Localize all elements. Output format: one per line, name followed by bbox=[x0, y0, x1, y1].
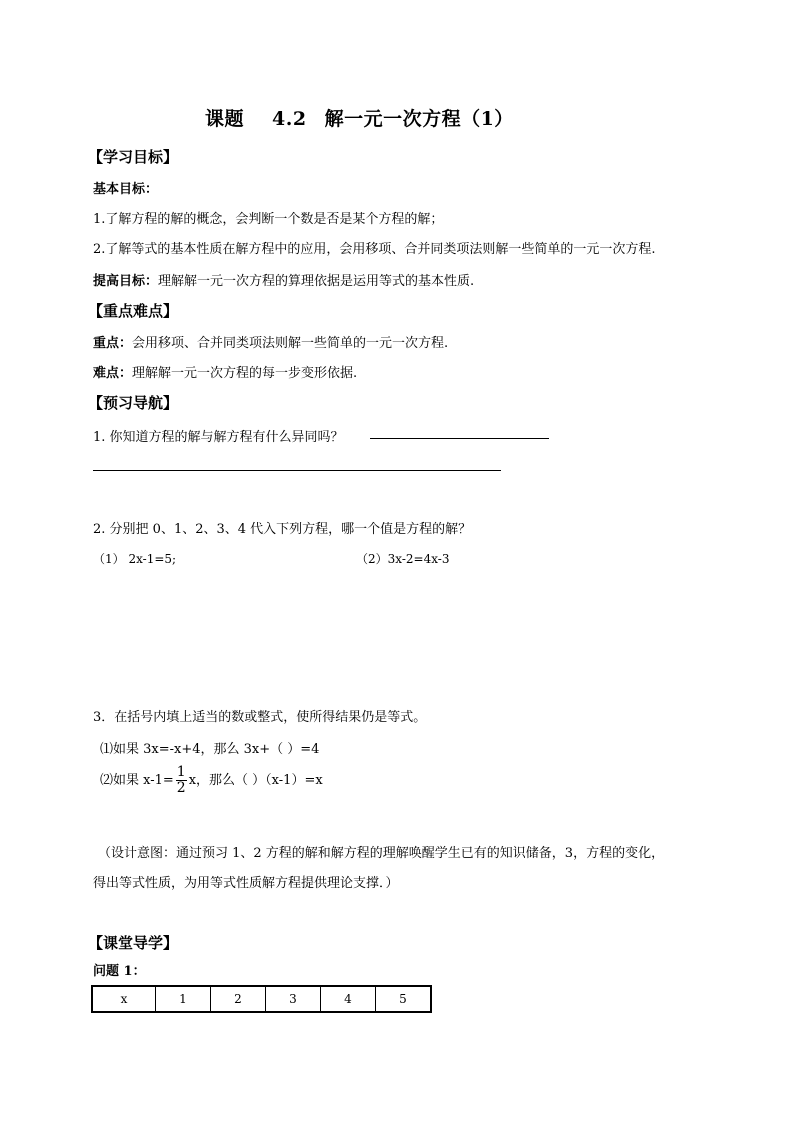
goals-header: 【学习目标】 bbox=[88, 148, 179, 166]
title-prefix: 课题 bbox=[205, 108, 245, 130]
question-2-equation-b: （2）3x-2=4x-3 bbox=[356, 552, 450, 566]
class-guide-header: 【课堂导学】 bbox=[88, 934, 179, 952]
problem-1-label: 问题 1： bbox=[93, 964, 146, 979]
q3-2-post: x，那么（ ）（x-1）=x bbox=[188, 773, 323, 788]
difficult-label: 难点： bbox=[93, 366, 133, 381]
design-intent-line-2: 得出等式性质，为用等式性质解方程提供理论支撑．） bbox=[93, 876, 399, 891]
answer-line-2 bbox=[93, 470, 501, 471]
question-2-equation-a: （1） 2x-1=5; bbox=[93, 552, 177, 566]
basic-goal-1: 1.了解方程的解的概念，会判断一个数是否是某个方程的解； bbox=[93, 212, 444, 227]
advanced-goal bbox=[93, 270, 474, 289]
question-1: 1. 你知道方程的解与解方程有什么异同吗？ bbox=[93, 430, 344, 445]
table-cell: 1 bbox=[156, 986, 211, 1012]
value-table bbox=[91, 985, 432, 1013]
fraction-numerator: 1 bbox=[176, 764, 186, 780]
question-3: 3．在括号内填上适当的数或整式，使所得结果仍是等式。 bbox=[93, 710, 427, 725]
key-text: 会用移项、合并同类项法则解一些简单的一元一次方程. bbox=[132, 336, 449, 351]
difficult-point bbox=[93, 362, 357, 381]
design-intent-line-1: （设计意图：通过预习 1、2 方程的解和解方程的理解唤醒学生已有的知识储备，3，方程的变化， bbox=[98, 846, 665, 861]
difficult-text: 理解解一元一次方程的每一步变形依据. bbox=[132, 366, 358, 381]
table-row bbox=[92, 986, 431, 1012]
page-title bbox=[205, 104, 514, 131]
title-name: 解一元一次方程（1） bbox=[324, 108, 514, 130]
key-label: 重点： bbox=[93, 336, 133, 351]
table-cell-header: x bbox=[92, 986, 156, 1012]
preview-header: 【预习导航】 bbox=[88, 394, 179, 412]
basic-goal-2: 2.了解等式的基本性质在解方程中的应用，会用移项、合并同类项法则解一些简单的一元一次方程. bbox=[93, 242, 656, 257]
advanced-goal-label: 提高目标： bbox=[93, 274, 159, 289]
table-cell: 3 bbox=[266, 986, 321, 1012]
key-point bbox=[93, 332, 448, 351]
fraction-denominator: 2 bbox=[176, 780, 186, 796]
basic-goal-label: 基本目标： bbox=[93, 182, 159, 197]
table-cell: 4 bbox=[321, 986, 376, 1012]
fraction-one-half bbox=[176, 765, 187, 796]
question-2: 2. 分别把 0、1、2、3、4 代入下列方程，哪一个值是方程的解？ bbox=[93, 522, 472, 537]
title-number: 4.2 bbox=[272, 108, 307, 130]
question-3-part-1: ⑴如果 3x=-x+4，那么 3x+（ ）=4 bbox=[100, 742, 320, 757]
advanced-goal-text: 理解解一元一次方程的算理依据是运用等式的基本性质. bbox=[158, 274, 475, 289]
question-3-part-2 bbox=[100, 765, 323, 796]
answer-line-1 bbox=[370, 438, 549, 439]
table-cell: 2 bbox=[211, 986, 266, 1012]
table-cell: 5 bbox=[376, 986, 432, 1012]
q3-2-pre: ⑵如果 x-1= bbox=[100, 773, 174, 788]
key-points-header: 【重点难点】 bbox=[88, 302, 179, 320]
